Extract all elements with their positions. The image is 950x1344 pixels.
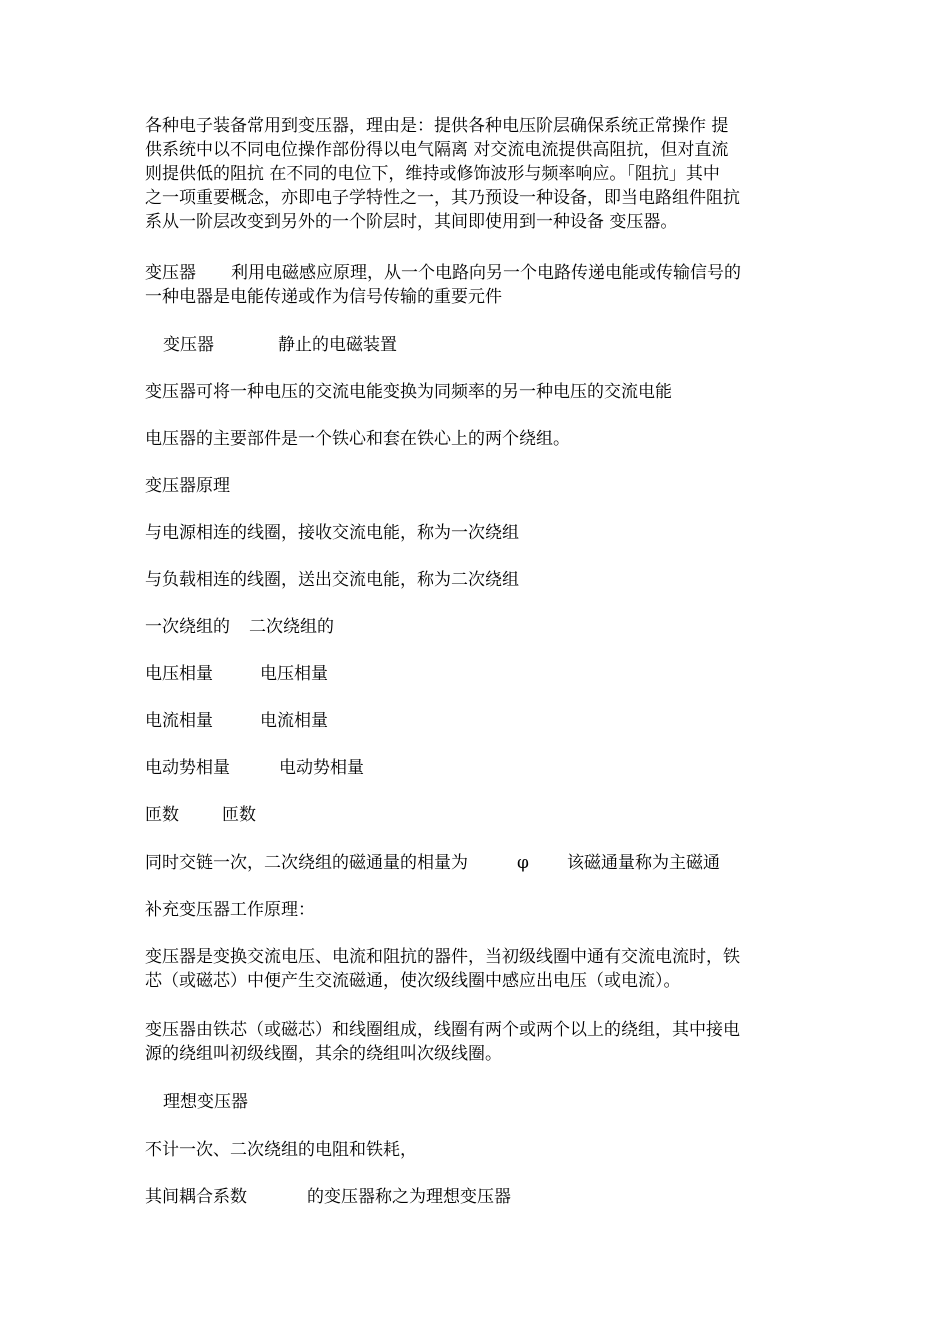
supplement-p1-line-2: 芯（或磁芯）中便产生交流磁通，使次级线圈中感应出电压（或电流）。 <box>145 971 681 991</box>
winding-row-emf <box>145 756 810 780</box>
flux-line <box>145 851 810 875</box>
winding-cell: 电动势相量 <box>145 758 230 778</box>
intro-paragraph <box>145 114 810 234</box>
intro-line-4: 之一项重要概念，亦即电子学特性之一，其乃预设一种设备，即当电路组件阻抗 <box>145 188 740 208</box>
flux-symbol: φ <box>517 853 529 873</box>
winding-row-turns <box>145 803 810 827</box>
supplement-paragraph-2 <box>145 1018 810 1066</box>
static-device-desc: 静止的电磁装置 <box>278 335 397 355</box>
flux-text: 同时交链一次，二次绕组的磁通量的相量为 <box>145 853 468 873</box>
flux-suffix: 该磁通量称为主磁通 <box>567 853 720 873</box>
ideal-line-2-a: 其间耦合系数 <box>145 1187 247 1207</box>
supplement-p2-line-1: 变压器由铁芯（或磁芯）和线圈组成，线圈有两个或两个以上的绕组，其中接电 <box>145 1020 740 1040</box>
ideal-line-2 <box>145 1185 810 1209</box>
definition-term: 变压器 <box>145 263 196 283</box>
definition-line-1 <box>145 261 810 285</box>
static-device-line <box>145 333 810 357</box>
definition-text-1: 利用电磁感应原理，从一个电路向另一个电路传递电能或传输信号的 <box>231 263 741 283</box>
winding-cell: 电压相量 <box>145 664 213 684</box>
winding-cell: 电压相量 <box>260 664 328 684</box>
ideal-title: 理想变压器 <box>163 1092 248 1112</box>
intro-line-3: 则提供低的阻抗 在不同的电位下，维持或修饰波形与频率响应。「阻抗」其中 <box>145 164 720 184</box>
convert-paragraph: 变压器可将一种电压的交流电能变换为同频率的另一种电压的交流电能 <box>145 382 672 402</box>
supplement-p2-line-2: 源的绕组叫初级线圈，其余的绕组叫次级线圈。 <box>145 1044 502 1064</box>
primary-winding-paragraph: 与电源相连的线圈，接收交流电能，称为一次绕组 <box>145 523 519 543</box>
static-device-term: 变压器 <box>163 335 214 355</box>
supplement-heading: 补充变压器工作原理： <box>145 900 315 920</box>
winding-cell: 匝数 <box>222 805 256 825</box>
intro-line-1: 各种电子装备常用到变压器，理由是：提供各种电压阶层确保系统正常操作 提 <box>145 116 729 136</box>
winding-header-primary: 一次绕组的 <box>145 617 230 637</box>
winding-row-current <box>145 709 810 733</box>
ideal-transformer-heading <box>145 1090 810 1114</box>
winding-header-secondary: 二次绕组的 <box>249 617 334 637</box>
ideal-line-1: 不计一次、二次绕组的电阻和铁耗， <box>145 1140 417 1160</box>
intro-line-5: 系从一阶层改变到另外的一个阶层时，其间即使用到一种设备 变压器。 <box>145 212 678 232</box>
winding-row-voltage <box>145 662 810 686</box>
winding-cell: 电流相量 <box>145 711 213 731</box>
winding-header-row <box>145 615 810 639</box>
ideal-line-2-b: 的变压器称之为理想变压器 <box>307 1187 511 1207</box>
winding-cell: 匝数 <box>145 805 179 825</box>
parts-paragraph: 电压器的主要部件是一个铁心和套在铁心上的两个绕组。 <box>145 429 570 449</box>
intro-line-2: 供系统中以不同电位操作部份得以电气隔离 对交流电流提供高阻抗，但对直流 <box>145 140 729 160</box>
definition-paragraph <box>145 261 810 309</box>
secondary-winding-paragraph: 与负载相连的线圈，送出交流电能，称为二次绕组 <box>145 570 519 590</box>
definition-line-2: 一种电器是电能传递或作为信号传输的重要元件 <box>145 287 502 307</box>
supplement-p1-line-1: 变压器是变换交流电压、电流和阻抗的器件，当初级线圈中通有交流电流时，铁 <box>145 947 740 967</box>
winding-cell: 电流相量 <box>260 711 328 731</box>
winding-cell: 电动势相量 <box>279 758 364 778</box>
supplement-paragraph-1 <box>145 945 810 993</box>
principle-heading: 变压器原理 <box>145 476 230 496</box>
